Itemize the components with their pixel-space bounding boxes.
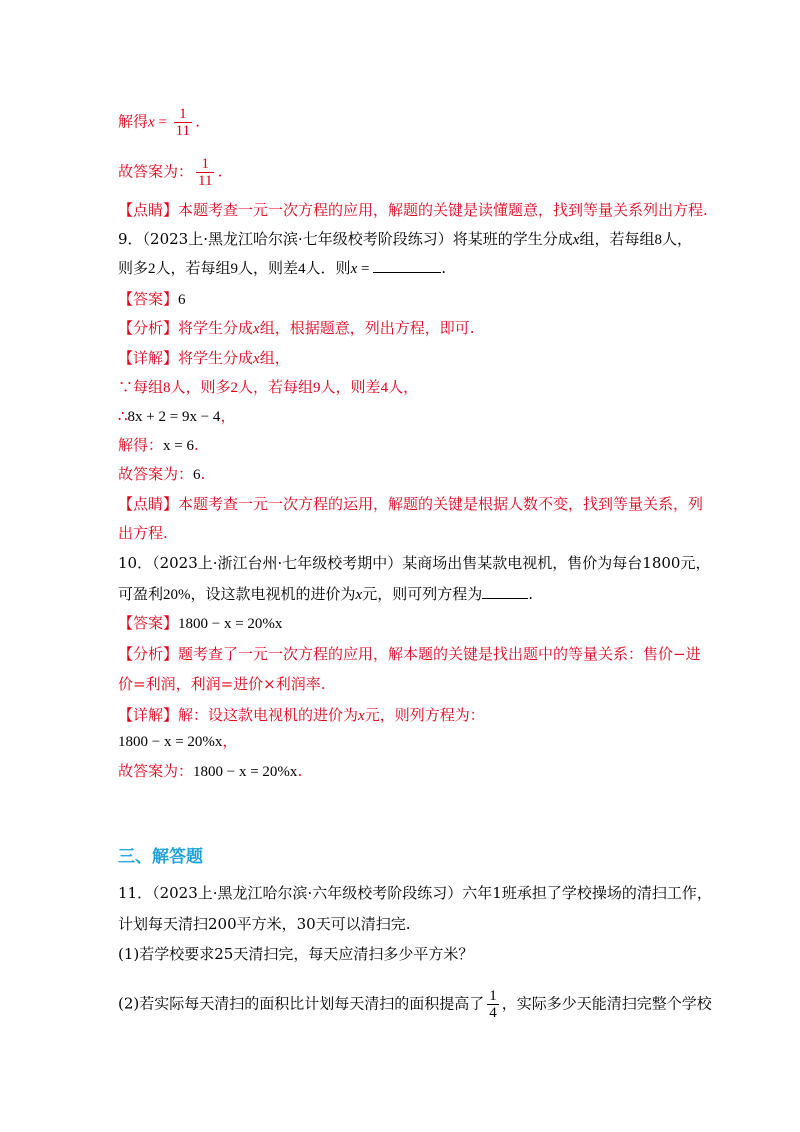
percent: 20%: [163, 587, 191, 603]
equals: =: [154, 114, 171, 131]
variable: x: [253, 351, 260, 367]
q11-line1: 11．（2023上·黑龙江哈尔滨·六年级校考阶段练习）六年1班承担了学校操场的清扫工作，: [118, 884, 712, 902]
period: .: [297, 762, 303, 780]
therefore-symbol: ∴: [118, 407, 128, 425]
number: 4: [298, 261, 306, 277]
numerator: 1: [174, 106, 192, 123]
denominator: 4: [489, 1005, 497, 1021]
text: 组，根据题意，列出方程，即可.: [259, 319, 475, 337]
q11-line2: 计划每天清扫200平方米，30天可以清扫完.: [118, 915, 411, 933]
comment-line: 【点睛】本题考查一元一次方程的应用，解题的关键是读懂题意，找到等量关系列出方程.: [118, 201, 708, 219]
number: 8: [163, 380, 171, 396]
denominator: 11: [175, 123, 191, 139]
text: 人，若每组: [155, 259, 231, 277]
answer-label: 【答案】: [118, 290, 179, 308]
text: 解得：: [118, 436, 164, 454]
text: 【详解】解：设这款电视机的进价为: [118, 706, 359, 724]
text: 9．（2023上·黑龙江哈尔滨·七年级校考阶段练习）将某班的学生分成: [118, 230, 573, 248]
numerator: 1: [489, 988, 497, 1004]
text: 人，: [661, 230, 692, 248]
text: .: [200, 465, 206, 483]
number: 8: [654, 232, 662, 248]
text: 元，则列方程为：: [364, 706, 485, 724]
text: 元，则可列方程为: [362, 585, 483, 603]
q9-detail-3: [118, 405, 235, 428]
q10-analysis-2: 价=利润，利润=进价×利润率.: [118, 675, 326, 693]
q9-comment-2: 出方程.: [118, 524, 168, 542]
number: 9: [230, 261, 239, 277]
q10-line1: 10．（2023上·浙江台州·七年级校考期中）某商场出售某款电视机，售价为每台1800元，: [118, 554, 711, 572]
variable: x: [355, 587, 363, 603]
denominator: 11: [198, 173, 213, 189]
fraction: [196, 156, 214, 189]
text: 故答案为：: [118, 762, 194, 780]
text: 故答案为：: [118, 162, 194, 181]
answer-value: 1800 − x = 20%x: [178, 616, 283, 632]
text: 人，则多: [170, 378, 231, 396]
value: 6: [193, 467, 201, 483]
variable: x: [358, 708, 365, 724]
fraction: [487, 988, 499, 1021]
q9-answer: [118, 288, 186, 311]
text: 人，则差: [238, 259, 299, 277]
numerator: 1: [196, 156, 214, 173]
q9-detail-5: [118, 463, 205, 486]
answer-blank: [482, 584, 528, 599]
equation: 1800 − x = 20%x: [118, 734, 223, 750]
text: 【详解】将学生分成: [118, 349, 254, 367]
text: ，: [222, 732, 238, 750]
text: ，实际多少天能清扫完整个学校: [501, 994, 712, 1013]
q10-equation: [118, 730, 237, 753]
period: .: [217, 162, 223, 181]
text: 则多: [118, 259, 149, 277]
equation: 1800 − x = 20%x: [193, 764, 298, 780]
period: .: [195, 112, 200, 131]
q9-detail: [118, 347, 290, 370]
number: 9: [313, 380, 321, 396]
text: 【分析】将学生分成: [118, 319, 254, 337]
q11-part2: [118, 988, 712, 1021]
q9-line2: [118, 257, 446, 280]
q10-final: [118, 760, 302, 783]
q10-analysis-1: 【分析】题考查了一元一次方程的应用，解本题的关键是找出题中的等量关系：售价−进: [118, 645, 701, 663]
text: 组，: [259, 349, 290, 367]
text: 人，: [388, 378, 419, 396]
q9-analysis: [118, 317, 474, 340]
text: ∵每组: [118, 378, 164, 396]
text: (2)若实际每天清扫的面积比计划每天清扫的面积提高了: [118, 994, 485, 1013]
answer-label: 【答案】: [118, 614, 179, 632]
text: ，: [220, 407, 236, 425]
text: 解得: [118, 112, 149, 131]
variable: x: [253, 321, 260, 337]
q9-comment-1: 【点睛】本题考查一元一次方程的运用，解题的关键是根据人数不变，找到等量关系，列: [118, 495, 704, 513]
q9-detail-2: [118, 376, 418, 399]
equation: x = 6: [163, 438, 194, 454]
number: 2: [148, 261, 156, 277]
variable: x: [148, 114, 155, 131]
q11-part1: (1)若学校要求25天清扫完，每天应清扫多少平方米？: [118, 945, 474, 963]
q10-detail: [118, 704, 485, 727]
q10-line2: [118, 583, 533, 606]
answer-value: 6: [178, 292, 186, 308]
text: ，设这款电视机的进价为: [190, 585, 356, 603]
variable: x: [350, 261, 358, 277]
text: 可盈利: [118, 585, 164, 603]
fraction: [174, 106, 192, 139]
period: .: [441, 259, 446, 277]
section-heading: 三、解答题: [118, 847, 203, 867]
answer-blank: [373, 258, 441, 273]
number: 4: [380, 380, 389, 396]
solution-line: [118, 106, 200, 139]
number: 2: [230, 380, 239, 396]
text: 组，若每组: [579, 230, 655, 248]
text: 故答案为：: [118, 465, 194, 483]
text: .: [193, 436, 199, 454]
q10-answer: [118, 612, 282, 635]
text: 人，若每组: [238, 378, 314, 396]
text: 人．则: [305, 259, 351, 277]
q9-detail-4: [118, 434, 199, 457]
variable: x: [572, 232, 580, 248]
equation: 8x + 2 = 9x − 4: [127, 409, 221, 425]
text: 人，则差: [320, 378, 381, 396]
equals: =: [357, 261, 374, 277]
answer-line: [118, 156, 222, 189]
q9-line1: [118, 228, 692, 251]
period: .: [528, 585, 533, 603]
